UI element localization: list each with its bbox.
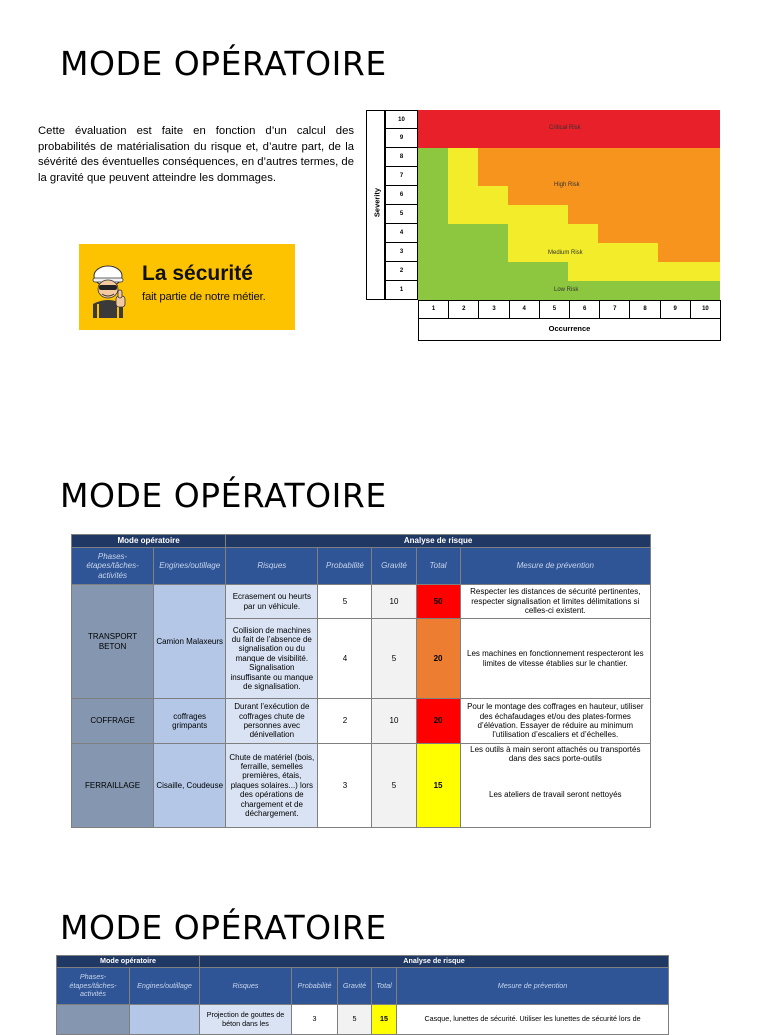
- occurrence-level: 4: [510, 300, 540, 319]
- intro-paragraph: Cette évaluation est faite en fonction d’un calcul des probabilités de matérialisation du risque et, d’autre part, de la sévérité des éventuelles conséquences, en d’autres termes, de la gravité que peuvent atteindre les dommages.: [38, 125, 354, 184]
- zone-high: [658, 243, 720, 262]
- banner-tagline: fait partie de notre métier.: [142, 291, 266, 303]
- zone-label-medium: Medium Risk: [548, 250, 583, 256]
- engine-cell: coffrages grimpants: [154, 699, 226, 744]
- column-header: Engines/outillage: [154, 548, 226, 585]
- prevention-text: Les ateliers de travail seront nettoyés: [489, 789, 622, 799]
- total-cell: 20: [416, 619, 460, 699]
- table-row: [72, 744, 651, 828]
- risk-cell: Collision de machines du fait de l’absence de signalisation ou du manque de visibilité. Signalisation insuffisante ou manque de signalisation.: [226, 619, 318, 699]
- column-header: Probabilité: [292, 968, 338, 1005]
- safety-banner: [79, 244, 295, 330]
- severity-cell: 5: [372, 744, 416, 828]
- severity-level: 2: [385, 262, 418, 281]
- slide-title: MODE OPÉRATOIRE: [60, 476, 387, 515]
- matrix-grid: [418, 110, 720, 300]
- prevention-cell: Respecter les distances de sécurité pertinentes, respecter signalisation et limites délimitations si celles-ci existent.: [460, 585, 650, 619]
- prevention-cell: Pour le montage des coffrages en hauteur, utiliser des échafaudages et/ou des plates-formes d’élévation. Essayer de réduire au minimum l’utilisation d’escaliers et d’échelles.: [460, 699, 650, 744]
- column-header: Engines/outillage: [130, 968, 200, 1005]
- risk-cell: Chute de matériel (bois, ferraille, semelles premières, étais, plaques solaires...) lors des opérations de chargement et de déchargement.: [226, 744, 318, 828]
- risk-cell: Durant l’exécution de coffrages chute de personnes avec dénivellation: [226, 699, 318, 744]
- probability-cell: 3: [292, 1005, 338, 1035]
- total-cell: 20: [416, 699, 460, 744]
- severity-level: 9: [385, 129, 418, 148]
- prevention-text: Les outils à main seront attachés ou transportés dans des sacs porte-outils: [470, 745, 641, 764]
- header-analyse-risque: Analyse de risque: [200, 956, 669, 968]
- zone-medium: [568, 262, 720, 281]
- prevention-cell: Casque, lunettes de sécurité. Utiliser les lunettes de sécurité lors de: [397, 1005, 669, 1035]
- severity-levels: [385, 110, 418, 300]
- severity-level: 8: [385, 148, 418, 167]
- column-header: Risques: [226, 548, 318, 585]
- engine-cell: Camion Malaxeurs: [154, 585, 226, 699]
- probability-cell: 3: [318, 744, 372, 828]
- severity-level: 6: [385, 186, 418, 205]
- occurrence-level: 3: [479, 300, 509, 319]
- occurrence-axis-label: Occurrence: [418, 319, 721, 341]
- header-mode-operatoire: Mode opératoire: [72, 535, 226, 548]
- probability-cell: 5: [318, 585, 372, 619]
- severity-cell: 5: [372, 619, 416, 699]
- column-header: Total: [372, 968, 397, 1005]
- column-header: Risques: [200, 968, 292, 1005]
- total-cell: 50: [416, 585, 460, 619]
- severity-cell: 10: [372, 699, 416, 744]
- slide-title: MODE OPÉRATOIRE: [60, 908, 387, 947]
- occurrence-level: 7: [600, 300, 630, 319]
- column-header: Phases-étapes/tâches-activités: [72, 548, 154, 585]
- zone-high: [598, 224, 720, 243]
- total-cell: 15: [372, 1005, 397, 1035]
- column-header: Mesure de prévention: [397, 968, 669, 1005]
- banner-headline: La sécurité: [142, 262, 253, 285]
- severity-axis-label: Severity: [372, 187, 382, 218]
- column-header: Total: [416, 548, 460, 585]
- risk-cell: Ecrasement ou heurts par un véhicule.: [226, 585, 318, 619]
- risk-matrix: [366, 110, 722, 341]
- prevention-cell: [460, 744, 650, 828]
- table-row: [57, 1005, 669, 1035]
- phase-cell: COFFRAGE: [72, 699, 154, 744]
- risk-cell: Projection de gouttes de béton dans les: [200, 1005, 292, 1035]
- risk-analysis-table: [56, 955, 669, 1035]
- severity-cell: 5: [338, 1005, 372, 1035]
- zone-label-high: High Risk: [554, 182, 580, 188]
- slide-title: MODE OPÉRATOIRE: [60, 44, 387, 83]
- phase-cell: [57, 1005, 130, 1035]
- prevention-cell: Les machines en fonctionnement respecteront les limites de vitesse établies sur le chantier.: [460, 619, 650, 699]
- zone-label-low: Low Risk: [554, 287, 579, 293]
- occurrence-level: 6: [570, 300, 600, 319]
- occurrence-level: 5: [540, 300, 570, 319]
- column-header: Probabilité: [318, 548, 372, 585]
- column-header: Gravité: [372, 548, 416, 585]
- zone-high: [508, 186, 720, 205]
- occurrence-level: 9: [661, 300, 691, 319]
- worker-thumbs-up-icon: [85, 260, 131, 318]
- probability-cell: 4: [318, 619, 372, 699]
- column-header: Phases-étapes/tâches-activités: [57, 968, 130, 1005]
- header-analyse-risque: Analyse de risque: [226, 535, 651, 548]
- occurrence-level: 1: [418, 300, 449, 319]
- occurrence-level: 10: [691, 300, 721, 319]
- severity-cell: 10: [372, 585, 416, 619]
- engine-cell: [130, 1005, 200, 1035]
- zone-label-critical: Critical Risk: [549, 125, 581, 131]
- severity-level: 3: [385, 243, 418, 262]
- severity-level: 1: [385, 281, 418, 300]
- table-row: [72, 585, 651, 619]
- severity-level: 4: [385, 224, 418, 243]
- phase-cell: TRANSPORT BETON: [72, 585, 154, 699]
- severity-level: 5: [385, 205, 418, 224]
- table-row: [72, 699, 651, 744]
- severity-level: 7: [385, 167, 418, 186]
- occurrence-level: 2: [449, 300, 479, 319]
- header-mode-operatoire: Mode opératoire: [57, 956, 200, 968]
- engine-cell: Cisaille, Coudeuse: [154, 744, 226, 828]
- occurrence-level: 8: [630, 300, 660, 319]
- occurrence-levels: [418, 300, 721, 319]
- zone-high: [568, 205, 720, 224]
- column-header: Gravité: [338, 968, 372, 1005]
- phase-cell: FERRAILLAGE: [72, 744, 154, 828]
- column-header: Mesure de prévention: [460, 548, 650, 585]
- severity-level: 10: [385, 110, 418, 129]
- probability-cell: 2: [318, 699, 372, 744]
- total-cell: 15: [416, 744, 460, 828]
- risk-analysis-table: [71, 534, 651, 828]
- zone-high: [478, 148, 720, 186]
